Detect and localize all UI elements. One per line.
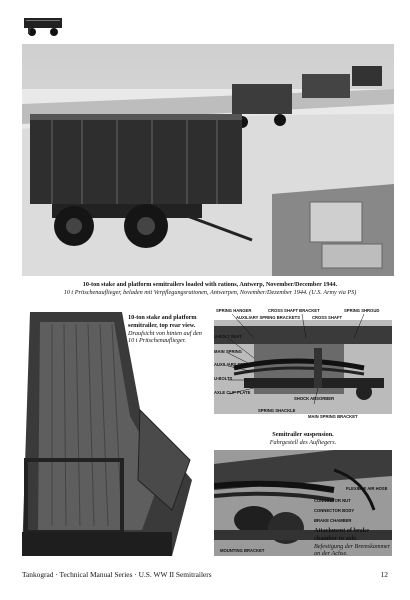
photo2-caption (128, 314, 208, 345)
label-spring-shroud: SPRING SHROUD (344, 308, 380, 313)
photo2-caption-de: Draufsicht von hinten auf den 10 t Pritschenauflieger. (128, 329, 202, 345)
photo4-caption (314, 527, 392, 558)
label-u-bolts: U-BOLTS (214, 376, 233, 381)
label-brake-chamber: BRAKE CHAMBER (314, 518, 352, 523)
label-spring-shackle: SPRING SHACKLE (258, 408, 296, 413)
photo1-caption-en: 10-ton stake and platform semitrailers loaded with rations, Antwerp, November/December 1944. (82, 281, 338, 288)
page-footer (22, 568, 388, 580)
label-axle-clip-plate: AXLE CLIP PLATE (214, 390, 251, 395)
label-auxiliary-spring: AUXILIARY SPRING (214, 362, 254, 367)
photo1-caption (40, 281, 380, 297)
photo3-caption-en: Semitrailer suspension. (272, 431, 334, 438)
photo-semitrailer-suspension (214, 308, 392, 428)
label-u-bolt-seat: U-BOLT SEAT (214, 334, 242, 339)
label-main-spring-bracket: MAIN SPRING BRACKET (308, 414, 358, 419)
page-number: 12 (380, 569, 388, 579)
photo3-caption-de: Fahrgestell des Aufliegers. (269, 438, 337, 446)
label-mounting-bracket: MOUNTING BRACKET (220, 548, 265, 553)
photo4-caption-en: Attachment of brake chamber to axle. (314, 527, 369, 542)
label-shock-absorber: SHOCK ABSORBER (294, 396, 335, 401)
photo1-caption-de: 10 t Pritschenauflieger, beladen mit Verpflegungsrationen, Antwerpen, November/Dezember 1944. (U.S. Army via PS) (63, 288, 357, 296)
semitrailer-thumbnail-icon (22, 14, 64, 38)
photo4-caption-de: Befestigung der Bremskammer an der Achse. (314, 542, 391, 558)
photo-semitrailers-antwerp (22, 44, 394, 276)
label-auxiliary-spring-brackets: AUXILIARY SPRING BRACKETS (236, 315, 300, 320)
label-main-spring: MAIN SPRING (214, 349, 242, 354)
label-cross-shaft: CROSS SHAFT (312, 315, 343, 320)
label-spring-hanger: SPRING HANGER (216, 308, 252, 313)
label-connector-nut: CONNECTOR NUT (314, 498, 351, 503)
label-cross-shaft-bracket: CROSS SHAFT BRACKET (268, 308, 320, 313)
photo-trailer-top-rear-view (22, 310, 206, 556)
photo2-caption-en: 10-ton stake and platform semitrailer, top rear view. (128, 314, 197, 329)
label-connector-body: CONNECTOR BODY (314, 508, 355, 513)
photo3-caption (214, 431, 392, 447)
footer-series-title: Tankograd · Technical Manual Series · U.S. WW II Semitrailers (22, 569, 212, 579)
label-flexible-air-hose: FLEXIBLE AIR HOSE (346, 486, 388, 491)
